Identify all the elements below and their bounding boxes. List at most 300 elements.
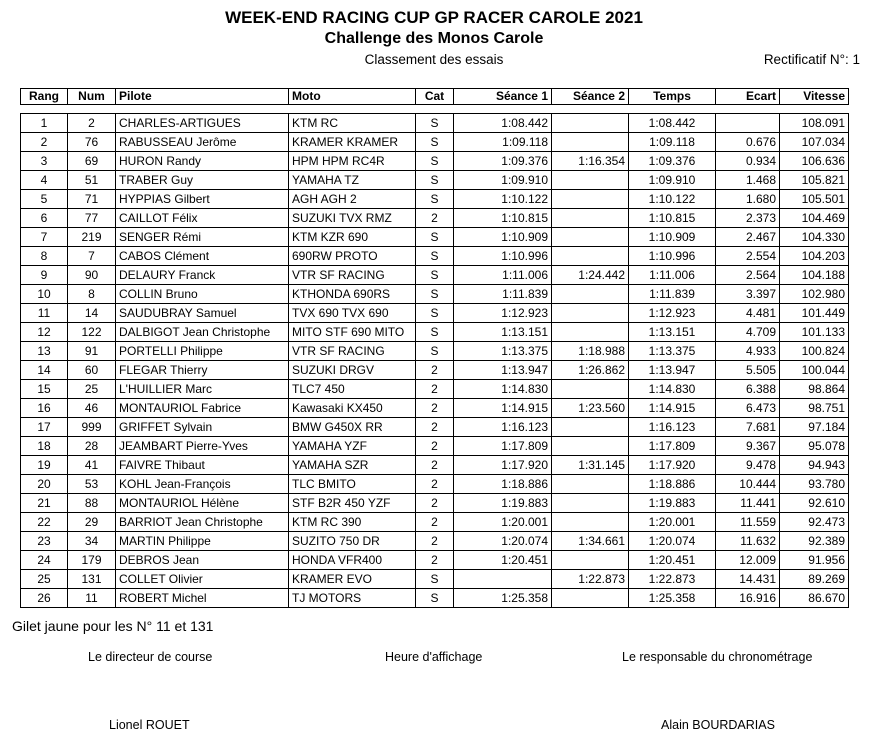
cell-temps: 1:19.883: [629, 494, 716, 513]
cell-cat: S: [416, 114, 454, 133]
cell-cat: 2: [416, 361, 454, 380]
col-header-vitesse: Vitesse: [780, 89, 849, 105]
cell-ecart: 6.473: [716, 399, 780, 418]
cell-pilote: MARTIN Philippe: [116, 532, 289, 551]
table-row: [21, 342, 849, 361]
table-row: [21, 570, 849, 589]
table-row: [21, 551, 849, 570]
cell-num: 29: [68, 513, 116, 532]
cell-s1: 1:25.358: [454, 589, 552, 608]
cell-moto: AGH AGH 2: [289, 190, 416, 209]
cell-s1: 1:09.910: [454, 171, 552, 190]
table-row: [21, 361, 849, 380]
cell-s1: 1:10.815: [454, 209, 552, 228]
col-header-pilote: Pilote: [116, 89, 289, 105]
cell-temps: 1:09.118: [629, 133, 716, 152]
cell-s1: 1:14.915: [454, 399, 552, 418]
cell-temps: 1:11.006: [629, 266, 716, 285]
table-row: [21, 304, 849, 323]
cell-moto: KTM RC 390: [289, 513, 416, 532]
table-row: [21, 437, 849, 456]
page-subtitle: Challenge des Monos Carole: [324, 30, 544, 47]
cell-cat: S: [416, 266, 454, 285]
cell-rang: 2: [21, 133, 68, 152]
cell-ecart: 11.441: [716, 494, 780, 513]
cell-cat: S: [416, 304, 454, 323]
cell-pilote: COLLIN Bruno: [116, 285, 289, 304]
cell-temps: 1:20.001: [629, 513, 716, 532]
cell-rang: 26: [21, 589, 68, 608]
cell-temps: 1:08.442: [629, 114, 716, 133]
cell-moto: TVX 690 TVX 690: [289, 304, 416, 323]
cell-ecart: 2.467: [716, 228, 780, 247]
cell-ecart: 2.373: [716, 209, 780, 228]
cell-vitesse: 92.389: [780, 532, 849, 551]
cell-s2: [552, 228, 629, 247]
cell-cat: S: [416, 323, 454, 342]
cell-pilote: DEBROS Jean: [116, 551, 289, 570]
col-header-seance2: Séance 2: [552, 89, 629, 105]
cell-ecart: 16.916: [716, 589, 780, 608]
cell-num: 69: [68, 152, 116, 171]
cell-moto: VTR SF RACING: [289, 266, 416, 285]
cell-s2: [552, 494, 629, 513]
cell-temps: 1:14.915: [629, 399, 716, 418]
cell-temps: 1:20.451: [629, 551, 716, 570]
cell-s1: 1:10.996: [454, 247, 552, 266]
cell-rang: 24: [21, 551, 68, 570]
cell-pilote: MONTAURIOL Fabrice: [116, 399, 289, 418]
cell-vitesse: 104.203: [780, 247, 849, 266]
cell-temps: 1:10.996: [629, 247, 716, 266]
cell-num: 46: [68, 399, 116, 418]
cell-s1: 1:17.809: [454, 437, 552, 456]
cell-moto: BMW G450X RR: [289, 418, 416, 437]
cell-pilote: PORTELLI Philippe: [116, 342, 289, 361]
table-row: [21, 190, 849, 209]
cell-cat: S: [416, 152, 454, 171]
cell-s2: [552, 133, 629, 152]
cell-temps: 1:13.947: [629, 361, 716, 380]
cell-num: 179: [68, 551, 116, 570]
cell-temps: 1:17.809: [629, 437, 716, 456]
cell-pilote: JEAMBART Pierre-Yves: [116, 437, 289, 456]
cell-pilote: CHARLES-ARTIGUES: [116, 114, 289, 133]
cell-temps: 1:10.122: [629, 190, 716, 209]
cell-s1: 1:10.909: [454, 228, 552, 247]
cell-temps: 1:25.358: [629, 589, 716, 608]
cell-rang: 14: [21, 361, 68, 380]
cell-s2: [552, 114, 629, 133]
cell-pilote: MONTAURIOL Hélène: [116, 494, 289, 513]
cell-vitesse: 100.824: [780, 342, 849, 361]
cell-cat: S: [416, 190, 454, 209]
cell-ecart: 12.009: [716, 551, 780, 570]
cell-moto: TJ MOTORS: [289, 589, 416, 608]
cell-rang: 9: [21, 266, 68, 285]
cell-ecart: 2.564: [716, 266, 780, 285]
cell-pilote: FLEGAR Thierry: [116, 361, 289, 380]
cell-s1: 1:11.006: [454, 266, 552, 285]
cell-vitesse: 86.670: [780, 589, 849, 608]
cell-cat: 2: [416, 456, 454, 475]
cell-cat: S: [416, 171, 454, 190]
cell-rang: 18: [21, 437, 68, 456]
cell-s1: 1:10.122: [454, 190, 552, 209]
cell-s2: [552, 589, 629, 608]
cell-rang: 17: [21, 418, 68, 437]
cell-cat: 2: [416, 437, 454, 456]
cell-vitesse: 104.330: [780, 228, 849, 247]
cell-moto: SUZITO 750 DR: [289, 532, 416, 551]
cell-temps: 1:09.910: [629, 171, 716, 190]
table-row: [21, 532, 849, 551]
cell-cat: S: [416, 570, 454, 589]
cell-num: 51: [68, 171, 116, 190]
cell-vitesse: 107.034: [780, 133, 849, 152]
cell-s2: [552, 437, 629, 456]
table-row: [21, 418, 849, 437]
table-row: [21, 133, 849, 152]
cell-rang: 16: [21, 399, 68, 418]
table-row: [21, 247, 849, 266]
cell-num: 25: [68, 380, 116, 399]
cell-vitesse: 92.473: [780, 513, 849, 532]
cell-s2: 1:34.661: [552, 532, 629, 551]
table-row: [21, 399, 849, 418]
cell-cat: 2: [416, 399, 454, 418]
cell-moto: STF B2R 450 YZF: [289, 494, 416, 513]
cell-temps: 1:13.151: [629, 323, 716, 342]
cell-cat: S: [416, 285, 454, 304]
cell-s1: 1:09.376: [454, 152, 552, 171]
cell-pilote: DELAURY Franck: [116, 266, 289, 285]
cell-s1: [454, 570, 552, 589]
cell-vitesse: 104.188: [780, 266, 849, 285]
cell-ecart: 7.681: [716, 418, 780, 437]
cell-moto: TLC BMITO: [289, 475, 416, 494]
cell-pilote: RABUSSEAU Jerôme: [116, 133, 289, 152]
cell-rang: 12: [21, 323, 68, 342]
cell-moto: Kawasaki KX450: [289, 399, 416, 418]
cell-vitesse: 98.864: [780, 380, 849, 399]
cell-ecart: 9.367: [716, 437, 780, 456]
cell-num: 122: [68, 323, 116, 342]
cell-s2: [552, 209, 629, 228]
results-table: [20, 88, 849, 608]
table-header-row: [21, 89, 849, 105]
cell-s2: 1:23.560: [552, 399, 629, 418]
cell-moto: KTM KZR 690: [289, 228, 416, 247]
cell-s1: 1:08.442: [454, 114, 552, 133]
cell-pilote: FAIVRE Thibaut: [116, 456, 289, 475]
cell-s1: 1:19.883: [454, 494, 552, 513]
director-name: Lionel ROUET: [109, 718, 190, 732]
cell-s1: 1:13.375: [454, 342, 552, 361]
cell-s2: 1:16.354: [552, 152, 629, 171]
cell-num: 219: [68, 228, 116, 247]
cell-ecart: 9.478: [716, 456, 780, 475]
cell-s1: 1:20.001: [454, 513, 552, 532]
cell-s1: 1:20.074: [454, 532, 552, 551]
cell-cat: 2: [416, 494, 454, 513]
cell-s2: 1:24.442: [552, 266, 629, 285]
cell-s1: 1:18.886: [454, 475, 552, 494]
cell-ecart: 4.933: [716, 342, 780, 361]
cell-s2: 1:26.862: [552, 361, 629, 380]
cell-pilote: HURON Randy: [116, 152, 289, 171]
cell-temps: 1:12.923: [629, 304, 716, 323]
director-label: Le directeur de course: [88, 650, 213, 664]
cell-cat: 2: [416, 209, 454, 228]
cell-s2: [552, 475, 629, 494]
cell-vitesse: 95.078: [780, 437, 849, 456]
cell-s1: 1:12.923: [454, 304, 552, 323]
cell-vitesse: 91.956: [780, 551, 849, 570]
cell-rang: 20: [21, 475, 68, 494]
cell-s2: [552, 190, 629, 209]
cell-moto: KRAMER EVO: [289, 570, 416, 589]
cell-rang: 4: [21, 171, 68, 190]
cell-rang: 21: [21, 494, 68, 513]
cell-temps: 1:17.920: [629, 456, 716, 475]
cell-pilote: CAILLOT Félix: [116, 209, 289, 228]
cell-moto: TLC7 450: [289, 380, 416, 399]
cell-ecart: 1.468: [716, 171, 780, 190]
cell-rang: 22: [21, 513, 68, 532]
cell-moto: VTR SF RACING: [289, 342, 416, 361]
cell-rang: 23: [21, 532, 68, 551]
cell-s2: [552, 304, 629, 323]
cell-temps: 1:22.873: [629, 570, 716, 589]
cell-num: 2: [68, 114, 116, 133]
cell-cat: 2: [416, 532, 454, 551]
col-header-cat: Cat: [416, 89, 454, 105]
cell-temps: 1:10.815: [629, 209, 716, 228]
table-row: [21, 171, 849, 190]
cell-rang: 11: [21, 304, 68, 323]
cell-moto: KTHONDA 690RS: [289, 285, 416, 304]
cell-cat: S: [416, 589, 454, 608]
cell-num: 60: [68, 361, 116, 380]
cell-rang: 8: [21, 247, 68, 266]
cell-num: 999: [68, 418, 116, 437]
cell-s1: 1:14.830: [454, 380, 552, 399]
cell-num: 7: [68, 247, 116, 266]
cell-s1: 1:20.451: [454, 551, 552, 570]
table-row: [21, 285, 849, 304]
cell-pilote: SAUDUBRAY Samuel: [116, 304, 289, 323]
cell-ecart: 3.397: [716, 285, 780, 304]
cell-pilote: HYPPIAS Gilbert: [116, 190, 289, 209]
cell-moto: SUZUKI TVX RMZ: [289, 209, 416, 228]
timing-manager-name: Alain BOURDARIAS: [661, 718, 775, 732]
cell-ecart: 10.444: [716, 475, 780, 494]
cell-rang: 5: [21, 190, 68, 209]
cell-cat: S: [416, 133, 454, 152]
cell-temps: 1:11.839: [629, 285, 716, 304]
cell-num: 131: [68, 570, 116, 589]
cell-vitesse: 98.751: [780, 399, 849, 418]
cell-ecart: 6.388: [716, 380, 780, 399]
cell-ecart: 4.709: [716, 323, 780, 342]
rectificatif-label: Rectificatif N°: 1: [763, 52, 860, 67]
cell-pilote: CABOS Clément: [116, 247, 289, 266]
cell-cat: 2: [416, 551, 454, 570]
cell-cat: S: [416, 247, 454, 266]
cell-s2: [552, 247, 629, 266]
cell-vitesse: 102.980: [780, 285, 849, 304]
cell-rang: 3: [21, 152, 68, 171]
cell-moto: MITO STF 690 MITO: [289, 323, 416, 342]
cell-rang: 1: [21, 114, 68, 133]
cell-s2: [552, 323, 629, 342]
table-row: [21, 589, 849, 608]
section-title: Classement des essais: [364, 52, 504, 67]
cell-temps: 1:14.830: [629, 380, 716, 399]
table-row: [21, 209, 849, 228]
cell-temps: 1:13.375: [629, 342, 716, 361]
cell-s1: 1:13.947: [454, 361, 552, 380]
cell-vitesse: 105.501: [780, 190, 849, 209]
cell-vitesse: 104.469: [780, 209, 849, 228]
cell-vitesse: 106.636: [780, 152, 849, 171]
cell-rang: 13: [21, 342, 68, 361]
cell-vitesse: 92.610: [780, 494, 849, 513]
cell-moto: YAMAHA TZ: [289, 171, 416, 190]
cell-temps: 1:18.886: [629, 475, 716, 494]
cell-ecart: 2.554: [716, 247, 780, 266]
cell-num: 91: [68, 342, 116, 361]
col-header-moto: Moto: [289, 89, 416, 105]
cell-s2: [552, 551, 629, 570]
cell-moto: KRAMER KRAMER: [289, 133, 416, 152]
cell-s1: 1:17.920: [454, 456, 552, 475]
cell-moto: YAMAHA SZR: [289, 456, 416, 475]
cell-num: 28: [68, 437, 116, 456]
cell-ecart: 4.481: [716, 304, 780, 323]
cell-rang: 7: [21, 228, 68, 247]
cell-vitesse: 101.449: [780, 304, 849, 323]
col-header-ecart: Ecart: [716, 89, 780, 105]
col-header-rang: Rang: [21, 89, 68, 105]
cell-ecart: 0.676: [716, 133, 780, 152]
cell-pilote: GRIFFET Sylvain: [116, 418, 289, 437]
display-time-label: Heure d'affichage: [385, 650, 483, 664]
table-row: [21, 513, 849, 532]
table-row: [21, 380, 849, 399]
cell-ecart: 0.934: [716, 152, 780, 171]
cell-s2: 1:18.988: [552, 342, 629, 361]
cell-cat: S: [416, 228, 454, 247]
cell-ecart: 11.559: [716, 513, 780, 532]
col-header-temps: Temps: [629, 89, 716, 105]
table-row: [21, 323, 849, 342]
cell-vitesse: 97.184: [780, 418, 849, 437]
timing-manager-label: Le responsable du chronométrage: [622, 650, 813, 664]
cell-ecart: 1.680: [716, 190, 780, 209]
cell-vitesse: 105.821: [780, 171, 849, 190]
cell-s2: 1:22.873: [552, 570, 629, 589]
cell-pilote: BARRIOT Jean Christophe: [116, 513, 289, 532]
cell-num: 90: [68, 266, 116, 285]
cell-ecart: 11.632: [716, 532, 780, 551]
cell-s1: 1:09.118: [454, 133, 552, 152]
cell-s2: [552, 513, 629, 532]
cell-vitesse: 93.780: [780, 475, 849, 494]
cell-s2: 1:31.145: [552, 456, 629, 475]
cell-pilote: TRABER Guy: [116, 171, 289, 190]
cell-pilote: COLLET Olivier: [116, 570, 289, 589]
cell-cat: S: [416, 342, 454, 361]
cell-num: 41: [68, 456, 116, 475]
cell-s2: [552, 380, 629, 399]
cell-vitesse: 108.091: [780, 114, 849, 133]
cell-s1: 1:16.123: [454, 418, 552, 437]
cell-pilote: KOHL Jean-François: [116, 475, 289, 494]
cell-cat: 2: [416, 513, 454, 532]
cell-num: 76: [68, 133, 116, 152]
cell-temps: 1:16.123: [629, 418, 716, 437]
cell-vitesse: 89.269: [780, 570, 849, 589]
cell-pilote: L'HUILLIER Marc: [116, 380, 289, 399]
col-header-num: Num: [68, 89, 116, 105]
table-row: [21, 494, 849, 513]
cell-num: 71: [68, 190, 116, 209]
cell-s1: 1:11.839: [454, 285, 552, 304]
table-row: [21, 475, 849, 494]
cell-moto: HONDA VFR400: [289, 551, 416, 570]
cell-num: 88: [68, 494, 116, 513]
cell-vitesse: 94.943: [780, 456, 849, 475]
cell-temps: 1:20.074: [629, 532, 716, 551]
table-row: [21, 266, 849, 285]
cell-rang: 6: [21, 209, 68, 228]
cell-pilote: DALBIGOT Jean Christophe: [116, 323, 289, 342]
cell-s2: [552, 171, 629, 190]
cell-moto: SUZUKI DRGV: [289, 361, 416, 380]
cell-moto: 690RW PROTO: [289, 247, 416, 266]
cell-temps: 1:10.909: [629, 228, 716, 247]
cell-cat: 2: [416, 475, 454, 494]
table-row: [21, 152, 849, 171]
cell-rang: 10: [21, 285, 68, 304]
cell-moto: HPM HPM RC4R: [289, 152, 416, 171]
cell-moto: YAMAHA YZF: [289, 437, 416, 456]
cell-num: 14: [68, 304, 116, 323]
cell-s1: 1:13.151: [454, 323, 552, 342]
cell-rang: 19: [21, 456, 68, 475]
cell-vitesse: 100.044: [780, 361, 849, 380]
cell-rang: 25: [21, 570, 68, 589]
cell-num: 77: [68, 209, 116, 228]
cell-num: 53: [68, 475, 116, 494]
cell-ecart: [716, 114, 780, 133]
cell-pilote: SENGER Rémi: [116, 228, 289, 247]
cell-s2: [552, 285, 629, 304]
table-row: [21, 228, 849, 247]
cell-temps: 1:09.376: [629, 152, 716, 171]
footer-note: Gilet jaune pour les N° 11 et 131: [12, 618, 214, 634]
cell-moto: KTM RC: [289, 114, 416, 133]
cell-cat: 2: [416, 380, 454, 399]
cell-num: 11: [68, 589, 116, 608]
cell-vitesse: 101.133: [780, 323, 849, 342]
cell-rang: 15: [21, 380, 68, 399]
page-title: WEEK-END RACING CUP GP RACER CAROLE 2021: [225, 8, 643, 27]
cell-cat: 2: [416, 418, 454, 437]
cell-ecart: 5.505: [716, 361, 780, 380]
